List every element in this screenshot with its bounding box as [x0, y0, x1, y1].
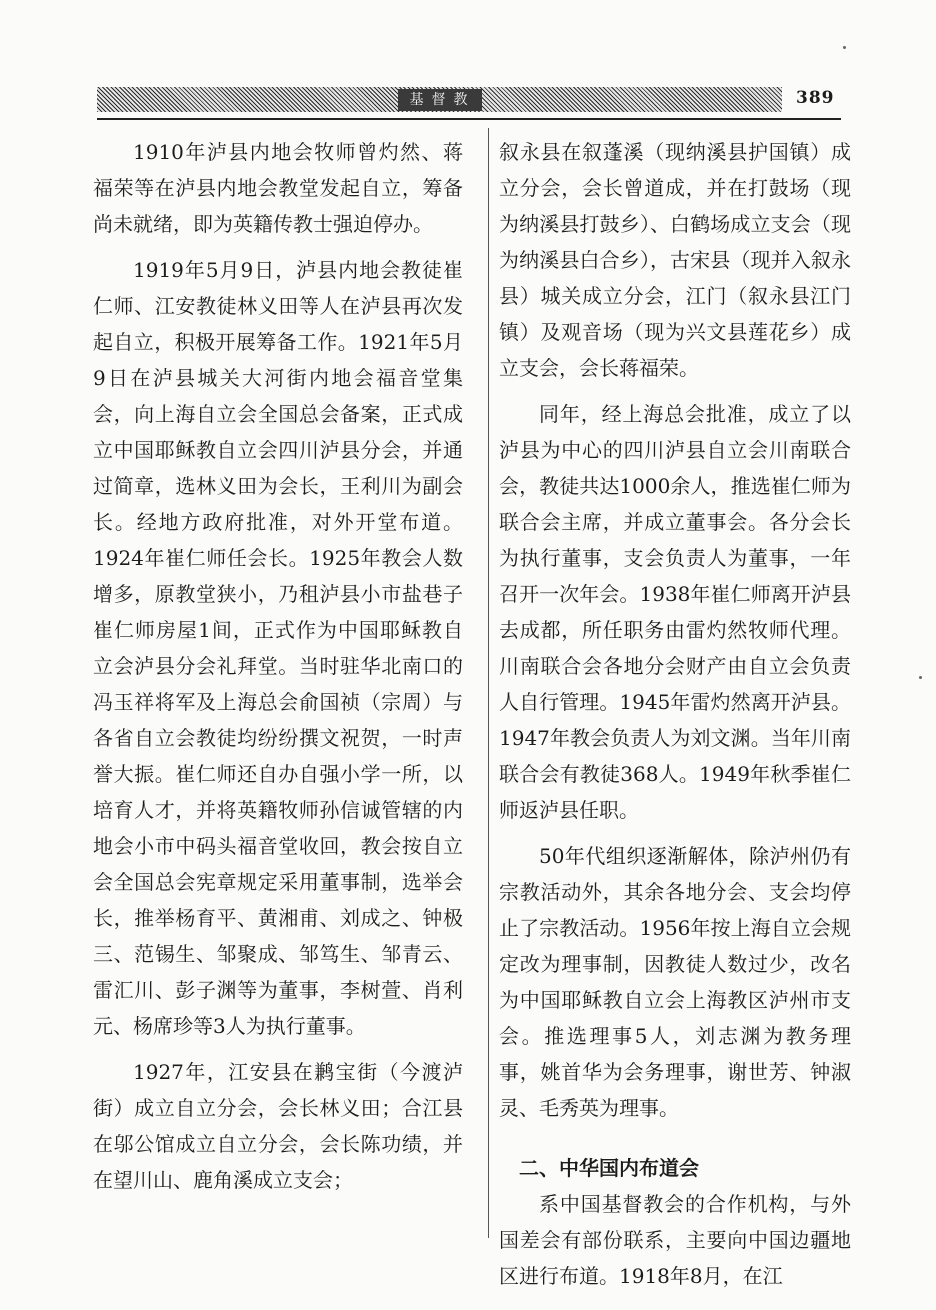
- paragraph: 50年代组织逐渐解体，除泸州仍有宗教活动外，其余各地分会、支会均停止了宗教活动。1956年按上海自立会规定改为理事制，因教徒人数过少，改名为中国耶稣教自立会上海教区泸州市支会。推选理事5人，刘志渊为教务理事，姚首华为会务理事，谢世芳、钟淑灵、毛秀英为理事。: [499, 844, 851, 1120]
- column-divider: [488, 128, 489, 1238]
- running-header: [97, 87, 782, 112]
- header-rule: [97, 118, 841, 120]
- section-heading: 二、中华国内布道会: [519, 1156, 699, 1180]
- header-band: [97, 87, 782, 112]
- paragraph: 1919年5月9日，泸县内地会教徒崔仁师、江安教徒林义田等人在泸县再次发起自立，积极开展筹备工作。1921年5月9日在泸县城关大河街内地会福音堂集会，向上海自立会全国总会备案，正式成立中国耶稣教自立会四川泸县分会，并通过简章，选林义田为会长，王利川为副会长。经地方政府批准，对外开堂布道。1924年崔仁师任会长。1925年教会人数增多，原教堂狭小，乃租泸县小市盐巷子崔仁师房屋1间，正式作为中国耶稣教自立会泸县分会礼拜堂。当时驻华北南口的冯玉祥将军及上海总会俞国祯（宗周）与各省自立会教徒均纷纷撰文祝贺，一时声誉大振。崔仁师还自办自强小学一所，以培育人才，并将英籍牧师孙信诚管辖的内地会小市中码头福音堂收回，教会按自立会全国总会宪章规定采用董事制，选举会长，推举杨育平、黄湘甫、刘成之、钟极三、范锡生、邹聚成、邹笃生、邹青云、雷汇川、彭子渊等为董事，李树萱、肖利元、杨席珍等3人为执行董事。: [93, 258, 463, 1038]
- scan-speck: [843, 46, 846, 49]
- paragraph: 同年，经上海总会批准，成立了以泸县为中心的四川泸县自立会川南联合会，教徒共达1000余人，推选崔仁师为联合会主席，并成立董事会。各分会长为执行董事，支会负责人为董事，一年召开一次年会。1938年崔仁师离开泸县去成都，所任职务由雷灼然牧师代理。川南联合会各地分会财产由自立会负责人自行管理。1945年雷灼然离开泸县。1947年教会负责人为刘文渊。当年川南联合会有教徒368人。1949年秋季崔仁师返泸县任职。: [499, 402, 851, 822]
- left-column: [93, 134, 463, 1208]
- paragraph: 系中国基督教会的合作机构，与外国差会有部份联系，主要向中国边疆地区进行布道。1918年8月，在江: [499, 1192, 851, 1288]
- paragraph: 1910年泸县内地会牧师曾灼然、蒋福荣等在泸县内地会教堂发起自立，筹备尚未就绪，即为英籍传教士强迫停办。: [93, 140, 463, 236]
- page-number: 389: [796, 88, 835, 108]
- running-header-title: 基督教: [398, 89, 482, 111]
- paragraph-continuation: 叙永县在叙蓬溪（现纳溪县护国镇）成立分会，会长曾道成，并在打鼓场（现为纳溪县打鼓乡）、白鹤场成立支会（现为纳溪县白合乡），古宋县（现并入叙永县）城关成立分会，江门（叙永县江门镇）及观音场（现为兴文县莲花乡）成立支会，会长蒋福荣。: [499, 140, 851, 380]
- right-column: [499, 134, 851, 1304]
- paragraph: 1927年，江安县在鹣宝街（今渡泸街）成立自立分会，会长林义田；合江县在邬公馆成立自立分会，会长陈功绩，并在望川山、鹿角溪成立支会；: [93, 1060, 463, 1192]
- scan-speck: [919, 676, 922, 679]
